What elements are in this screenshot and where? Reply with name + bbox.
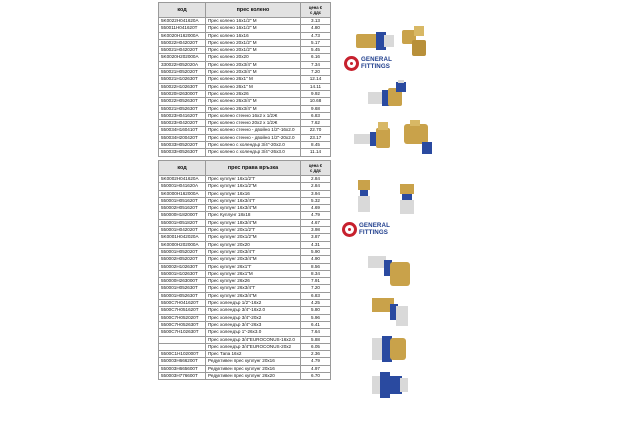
product-name: Редуктивен прес куплунг 20х16 [206, 365, 301, 372]
table-row [159, 307, 331, 314]
product-code: 5K0020H162000A [159, 32, 206, 39]
product-code: 550001H051620T [159, 197, 206, 204]
product-code: 550021H052630T [159, 105, 206, 112]
product-price: 22.70 [301, 127, 331, 134]
logo-mark-icon [342, 222, 357, 237]
product-price: 7.91 [301, 278, 331, 285]
product-name: Прес колено стенно 20х2 х 1/2Ж [206, 120, 301, 127]
code-header: код [159, 161, 206, 176]
table-row [159, 300, 331, 307]
product-name: Прес куплунг 26х26 [206, 278, 301, 285]
product-name: Прес куплунг 20х3/4"М [206, 256, 301, 263]
table-row [159, 69, 331, 76]
product-price: 6.83 [301, 292, 331, 299]
elbow-price-table [158, 2, 331, 157]
table-row [159, 358, 331, 365]
product-code: 550000H263000T [159, 278, 206, 285]
table-row [159, 292, 331, 299]
product-price: 5.96 [301, 314, 331, 321]
product-code: 550002H052020T [159, 256, 206, 263]
table-row [159, 112, 331, 119]
table-row [159, 54, 331, 61]
table-row [159, 365, 331, 372]
table-row [159, 205, 331, 212]
table-row [159, 83, 331, 90]
product-code: 550021H052020T [159, 69, 206, 76]
name-header: прес колено [206, 3, 301, 18]
product-code: 330022H052020A [159, 61, 206, 68]
product-code: 5500C7H051620T [159, 307, 206, 314]
coupling-price-table [158, 160, 331, 380]
coupling-image-1 [352, 176, 442, 216]
product-price: 5.80 [301, 307, 331, 314]
product-name: Прес колено 20х20 [206, 54, 301, 61]
table-row [159, 120, 331, 127]
table-row [159, 18, 331, 25]
table-row [159, 343, 331, 350]
product-name: Прес куплунг 20х1/2"М [206, 234, 301, 241]
table-row [159, 90, 331, 97]
product-price: 3.94 [301, 190, 331, 197]
product-code: 550001H051820T [159, 219, 206, 226]
product-price: 4.25 [301, 300, 331, 307]
price-header [301, 161, 331, 176]
wall-elbow-image [352, 118, 442, 156]
product-name: Редуктивен прес куплунг 26х20 [206, 373, 301, 380]
product-name: Прес колено 20х3/4" М [206, 61, 301, 68]
product-code: 550002H102630T [159, 263, 206, 270]
logo-line2: FITTINGS [361, 62, 390, 70]
table-row [159, 263, 331, 270]
product-price: 4.97 [301, 365, 331, 372]
table-row [159, 256, 331, 263]
product-price: 3.98 [301, 227, 331, 234]
table-row [159, 241, 331, 248]
product-price: 2.36 [301, 351, 331, 358]
table-row [159, 176, 331, 183]
table-row [159, 285, 331, 292]
product-code: 550003H776600T [159, 373, 206, 380]
product-price: 6.16 [301, 54, 331, 61]
product-name: Прес холендър 3/4"EUROCONUS-16х2.0 [206, 336, 301, 343]
table-row [159, 336, 331, 343]
product-code: 5K0001H042020A [159, 234, 206, 241]
product-price: 9.68 [301, 105, 331, 112]
product-code: 5500C7H052630T [159, 321, 206, 328]
product-price: 6.05 [301, 343, 331, 350]
product-price: 3.87 [301, 234, 331, 241]
product-code: 550001H052630T [159, 285, 206, 292]
product-code: 550034H160410T [159, 127, 206, 134]
product-code: 550003H666200T [159, 358, 206, 365]
table-row [159, 351, 331, 358]
product-code: 550001H102630T [159, 270, 206, 277]
table-row [159, 227, 331, 234]
product-name: Прес холендър 3/4"-20х2 [206, 314, 301, 321]
coupling-image-2 [364, 252, 414, 292]
product-name: Прес куплунг 18х3/4"М [206, 219, 301, 226]
product-name: Прес колено с холендър 3/4"-26х3.0 [206, 149, 301, 156]
product-code: 550022H042020T [159, 39, 206, 46]
price-header-line2: с ддс [309, 168, 322, 173]
table-row [159, 270, 331, 277]
table-row [159, 321, 331, 328]
general-fittings-logo-2 [342, 222, 390, 237]
code-header: код [159, 3, 206, 18]
product-name: Прес колено 20х1/2" М [206, 39, 301, 46]
product-code: 550023H041620T [159, 112, 206, 119]
product-price: 4.79 [301, 212, 331, 219]
product-code: 5500C7H041620T [159, 300, 206, 307]
product-name: Прес холендър 3/4"EUROCONUS-20х2 [206, 343, 301, 350]
table-row [159, 142, 331, 149]
product-price: 7.20 [301, 69, 331, 76]
product-name: Прес куплунг 16х3/4"М [206, 205, 301, 212]
product-name: Прес холендър 1"-26х3.0 [206, 329, 301, 336]
general-fittings-logo [344, 56, 392, 71]
table-row [159, 25, 331, 32]
product-name: Прес колено 20х3/4" М [206, 69, 301, 76]
product-price: 5.88 [301, 336, 331, 343]
product-code: 550003H665600T [159, 365, 206, 372]
product-code: 5K0002H041620A [159, 176, 206, 183]
elbow-fitting-image-2 [364, 80, 424, 114]
table-row [159, 39, 331, 46]
product-price: 8.45 [301, 142, 331, 149]
product-name: Прес куплунг 20х20 [206, 241, 301, 248]
product-code: 550033H052020T [159, 142, 206, 149]
product-name: Прес колено 16х1/2" М [206, 25, 301, 32]
table-row [159, 127, 331, 134]
product-price: 5.32 [301, 197, 331, 204]
product-name: Прес куплунг 26х3/4"М [206, 292, 301, 299]
product-name: Прес колено стенно - двойно 1/2"-20х2.0 [206, 134, 301, 141]
product-code: 550021H102630T [159, 76, 206, 83]
product-name: Прес куплунг 16х16 [206, 190, 301, 197]
product-name: Прес колено с холендър 3/4"-20х2.0 [206, 142, 301, 149]
product-code: 550020H263000T [159, 90, 206, 97]
product-code: 5500C7H102630T [159, 329, 206, 336]
product-code: 5500C1H102000T [159, 351, 206, 358]
logo-line2: FITTINGS [359, 228, 388, 236]
product-name: Прес колено 26х3/4" М [206, 98, 301, 105]
product-price: 4.80 [301, 25, 331, 32]
product-price: 4.67 [301, 219, 331, 226]
product-price: 7.62 [301, 120, 331, 127]
product-name: Прес колено 20х1/2" М [206, 47, 301, 54]
product-code [159, 343, 206, 350]
product-name: Прес куплунг 16х1/2"Г [206, 176, 301, 183]
price-header [301, 3, 331, 18]
table-row [159, 47, 331, 54]
table-row [159, 61, 331, 68]
table-row [159, 149, 331, 156]
table-row [159, 32, 331, 39]
union-image [368, 292, 412, 332]
product-price: 8.56 [301, 263, 331, 270]
product-name: Прес куплунг 20х1/2"Г [206, 227, 301, 234]
product-price: 2.84 [301, 183, 331, 190]
product-code [159, 336, 206, 343]
table-row [159, 183, 331, 190]
logo-line1: GENERAL [361, 56, 392, 64]
product-name: Прес куплунг 26х1"Г [206, 263, 301, 270]
product-code: 550001H042020T [159, 227, 206, 234]
product-code: 5500C7H052020T [159, 314, 206, 321]
product-code: 550022H102630T [159, 83, 206, 90]
price-header-line1: цена € [308, 5, 323, 10]
product-price: 4.79 [301, 358, 331, 365]
table-row [159, 248, 331, 255]
product-price: 5.90 [301, 248, 331, 255]
product-name: Прес холендър 3/4"-26х3 [206, 321, 301, 328]
price-header-line1: цена € [308, 163, 323, 168]
product-price: 6.83 [301, 112, 331, 119]
product-name: Прес колено 26х26 [206, 90, 301, 97]
product-price: 4.73 [301, 32, 331, 39]
product-price: 5.45 [301, 47, 331, 54]
table-row [159, 234, 331, 241]
table-row [159, 219, 331, 226]
product-code: 550002H051620T [159, 205, 206, 212]
product-price: 3.13 [301, 18, 331, 25]
product-name: Прес холендър 1/2"-16х2 [206, 300, 301, 307]
product-code: 550022H052630T [159, 98, 206, 105]
product-code: 550033H052630T [159, 149, 206, 156]
product-name: Прес колено 26х3/4" М [206, 105, 301, 112]
logo-line1: GENERAL [359, 222, 390, 230]
product-code: 550001H052630T [159, 292, 206, 299]
product-code: 550001H052020T [159, 248, 206, 255]
product-name: Прес колено 26х1" М [206, 76, 301, 83]
product-price: 8.34 [301, 270, 331, 277]
product-price: 6.70 [301, 373, 331, 380]
product-price: 4.31 [301, 241, 331, 248]
price-header-line2: с ддс [309, 10, 322, 15]
product-code: 550001H041620A [159, 183, 206, 190]
product-price: 5.17 [301, 39, 331, 46]
product-price: 9.92 [301, 90, 331, 97]
product-price: 10.68 [301, 98, 331, 105]
plug-image [368, 332, 412, 366]
table-row [159, 373, 331, 380]
product-price: 7.34 [301, 61, 331, 68]
table-row [159, 197, 331, 204]
product-price: 6.41 [301, 321, 331, 328]
product-code: 550023H042020T [159, 120, 206, 127]
table-row [159, 278, 331, 285]
table-row [159, 314, 331, 321]
table-row [159, 76, 331, 83]
table-row [159, 190, 331, 197]
product-price: 14.11 [301, 83, 331, 90]
product-code: 5K0020H202000A [159, 54, 206, 61]
table-row [159, 212, 331, 219]
product-price: 2.84 [301, 176, 331, 183]
product-name: Прес колено 16х16 [206, 32, 301, 39]
product-code: 550021H042020T [159, 47, 206, 54]
product-code: 5K0000H202000A [159, 241, 206, 248]
product-name: Прес Куплунг 18х18 [206, 212, 301, 219]
table-row [159, 98, 331, 105]
product-code: 550034H200420T [159, 134, 206, 141]
product-name: Прес куплунг 16х3/4"Г [206, 197, 301, 204]
table-row [159, 134, 331, 141]
product-name: Прес куплунг 26х3/4"Г [206, 285, 301, 292]
name-header: прес права връзка [206, 161, 301, 176]
product-name: Прес холендър 3/4"-16х2.0 [206, 307, 301, 314]
logo-mark-icon [344, 56, 359, 71]
table-row [159, 105, 331, 112]
elbow-fitting-image-1 [354, 24, 434, 60]
product-price: 12.14 [301, 76, 331, 83]
product-name: Прес колено стенно - двойно 1/2"-16х2.0 [206, 127, 301, 134]
product-price: 23.17 [301, 134, 331, 141]
product-code: 550000H182000T [159, 212, 206, 219]
product-name: Редуктивен прес куплунг 20х16 [206, 358, 301, 365]
product-price: 4.69 [301, 205, 331, 212]
product-code: 550011H041620T [159, 25, 206, 32]
reducer-image [368, 368, 412, 402]
product-price: 11.14 [301, 149, 331, 156]
product-name: Прес колено 16х1/2" М [206, 18, 301, 25]
product-code: 5K0022H041620A [159, 18, 206, 25]
product-name: Прес куплунг 26х1"М [206, 270, 301, 277]
product-name: Прес колено стенно 16х2 х 1/2Ж [206, 112, 301, 119]
product-price: 7.64 [301, 329, 331, 336]
product-price: 7.20 [301, 285, 331, 292]
product-name: Прес колено 26х1" М [206, 83, 301, 90]
product-code: 5K0000H162000A [159, 190, 206, 197]
table-row [159, 329, 331, 336]
product-name: Прес куплунг 20х3/4"Г [206, 248, 301, 255]
product-name: Прес куплунг 16х1/2"М [206, 183, 301, 190]
product-name: Прес Тапа 16х2 [206, 351, 301, 358]
product-price: 4.90 [301, 256, 331, 263]
